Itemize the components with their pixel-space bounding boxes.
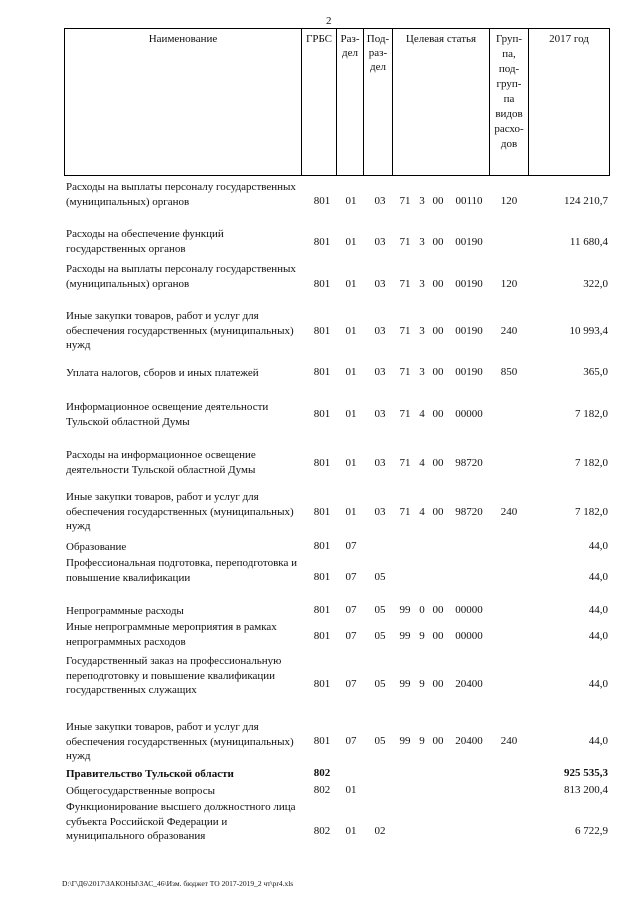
cell-grbs: 801 bbox=[313, 408, 331, 420]
row-name: Расходы на обеспечение функций государственных органов bbox=[66, 228, 224, 255]
cell-t3: 00 bbox=[432, 325, 444, 337]
row-name: Непрограммные расходы bbox=[66, 605, 184, 617]
row-name: Иные закупки товаров, работ и услуг для обеспечения государственных (муниципальных) нужд bbox=[66, 310, 294, 352]
cell-pr: 03 bbox=[374, 506, 386, 518]
cell-t1: 71 bbox=[399, 506, 411, 518]
table-row bbox=[64, 556, 610, 601]
cell-amount: 44,0 bbox=[588, 735, 608, 747]
cell-rz: 07 bbox=[345, 604, 357, 616]
cell-t3: 00 bbox=[432, 678, 444, 690]
cell-t2: 0 bbox=[419, 604, 425, 616]
cell-vr: 240 bbox=[500, 506, 518, 518]
cell-t1: 99 bbox=[399, 604, 411, 616]
row-name: Государственный заказ на профессиональную переподготовку и повышение квалификации государственных служащих bbox=[66, 655, 282, 697]
cell-t1: 71 bbox=[399, 457, 411, 469]
cell-t3: 00 bbox=[432, 457, 444, 469]
table-row bbox=[64, 654, 610, 714]
cell-t2: 4 bbox=[419, 408, 425, 420]
cell-amount: 6 722,9 bbox=[575, 825, 608, 837]
cell-grbs: 802 bbox=[313, 767, 331, 779]
cell-vr: 120 bbox=[500, 195, 518, 207]
row-name: Расходы на выплаты персоналу государственных (муниципальных) органов bbox=[66, 263, 296, 290]
cell-rz: 07 bbox=[345, 571, 357, 583]
cell-t3: 00 bbox=[432, 195, 444, 207]
row-name: Иные закупки товаров, работ и услуг для обеспечения государственных (муниципальных) нужд bbox=[66, 721, 294, 763]
cell-amount: 11 680,4 bbox=[569, 236, 608, 248]
cell-t3: 00 bbox=[432, 366, 444, 378]
cell-rz: 01 bbox=[345, 366, 357, 378]
cell-t3: 00 bbox=[432, 630, 444, 642]
cell-rz: 01 bbox=[345, 278, 357, 290]
cell-t4: 00190 bbox=[455, 325, 483, 337]
header-name: Наименование bbox=[64, 28, 302, 176]
cell-pr: 03 bbox=[374, 236, 386, 248]
cell-pr: 05 bbox=[374, 678, 386, 690]
row-name: Расходы на информационное освещение деятельности Тульской областной Думы bbox=[66, 449, 256, 476]
cell-amount: 44,0 bbox=[588, 630, 608, 642]
cell-rz: 07 bbox=[345, 540, 357, 552]
cell-amount: 44,0 bbox=[588, 571, 608, 583]
cell-pr: 02 bbox=[374, 825, 386, 837]
row-name: Уплата налогов, сборов и иных платежей bbox=[66, 367, 259, 379]
cell-grbs: 801 bbox=[313, 540, 331, 552]
cell-t2: 4 bbox=[419, 506, 425, 518]
row-name: Образование bbox=[66, 541, 127, 553]
cell-grbs: 801 bbox=[313, 735, 331, 747]
cell-grbs: 801 bbox=[313, 236, 331, 248]
cell-pr: 03 bbox=[374, 325, 386, 337]
cell-amount: 44,0 bbox=[588, 604, 608, 616]
cell-vr: 850 bbox=[500, 366, 518, 378]
cell-t4: 20400 bbox=[455, 735, 483, 747]
cell-pr: 03 bbox=[374, 195, 386, 207]
cell-grbs: 801 bbox=[313, 325, 331, 337]
cell-t3: 00 bbox=[432, 278, 444, 290]
header-target: Целевая статья bbox=[392, 28, 490, 176]
cell-t4: 00000 bbox=[455, 408, 483, 420]
cell-amount: 7 182,0 bbox=[575, 506, 608, 518]
cell-t2: 9 bbox=[419, 678, 425, 690]
cell-grbs: 802 bbox=[313, 784, 331, 796]
cell-rz: 01 bbox=[345, 506, 357, 518]
table-row bbox=[64, 227, 610, 257]
cell-grbs: 802 bbox=[313, 825, 331, 837]
cell-grbs: 801 bbox=[313, 457, 331, 469]
table-row bbox=[64, 784, 610, 799]
row-name: Функционирование высшего должностного лица субъекта Российской Федерации и муниципального образования bbox=[66, 801, 296, 843]
row-name: Иные закупки товаров, работ и услуг для обеспечения государственных (муниципальных) нужд bbox=[66, 491, 294, 533]
cell-t2: 3 bbox=[419, 325, 425, 337]
cell-pr: 03 bbox=[374, 457, 386, 469]
footer-file-path: D:\Г\Д6\2017\ЗАКОНЫ\ЗАС_46\Изм. бюджет ТО 2017-2019_2 чт\pr4.xls bbox=[62, 879, 294, 888]
cell-t3: 00 bbox=[432, 735, 444, 747]
row-name: Профессиональная подготовка, переподготовка и повышение квалификации bbox=[66, 557, 297, 584]
header-podrazdel: Под- раз- дел bbox=[363, 28, 393, 176]
cell-grbs: 801 bbox=[313, 195, 331, 207]
cell-rz: 01 bbox=[345, 195, 357, 207]
cell-t3: 00 bbox=[432, 604, 444, 616]
cell-rz: 01 bbox=[345, 236, 357, 248]
cell-t3: 00 bbox=[432, 236, 444, 248]
cell-pr: 03 bbox=[374, 278, 386, 290]
row-name: Информационное освещение деятельности Тульской областной Думы bbox=[66, 401, 269, 428]
cell-rz: 07 bbox=[345, 678, 357, 690]
cell-rz: 07 bbox=[345, 735, 357, 747]
row-name: Расходы на выплаты персоналу государственных (муниципальных) органов bbox=[66, 181, 296, 208]
cell-rz: 01 bbox=[345, 408, 357, 420]
table-row bbox=[64, 262, 610, 307]
cell-t2: 3 bbox=[419, 236, 425, 248]
cell-t1: 71 bbox=[399, 236, 411, 248]
cell-amount: 365,0 bbox=[583, 366, 608, 378]
cell-t1: 99 bbox=[399, 630, 411, 642]
table-row bbox=[64, 720, 610, 765]
table-row bbox=[64, 448, 610, 478]
cell-t1: 71 bbox=[399, 278, 411, 290]
cell-amount: 813 200,4 bbox=[564, 784, 608, 796]
cell-t4: 98720 bbox=[455, 457, 483, 469]
cell-amount: 7 182,0 bbox=[575, 457, 608, 469]
cell-amount: 7 182,0 bbox=[575, 408, 608, 420]
cell-t1: 71 bbox=[399, 366, 411, 378]
cell-pr: 05 bbox=[374, 735, 386, 747]
cell-t1: 99 bbox=[399, 735, 411, 747]
cell-grbs: 801 bbox=[313, 278, 331, 290]
table-row bbox=[64, 767, 610, 782]
table-row bbox=[64, 400, 610, 430]
cell-amount: 44,0 bbox=[588, 678, 608, 690]
cell-rz: 07 bbox=[345, 630, 357, 642]
cell-rz: 01 bbox=[345, 457, 357, 469]
cell-t2: 3 bbox=[419, 366, 425, 378]
header-razdel: Раз- дел bbox=[336, 28, 364, 176]
cell-t1: 71 bbox=[399, 325, 411, 337]
row-name: Общегосударственные вопросы bbox=[66, 785, 215, 797]
page-number: 2 bbox=[326, 15, 332, 27]
cell-t2: 3 bbox=[419, 195, 425, 207]
table-row bbox=[64, 490, 610, 535]
table-row bbox=[64, 309, 610, 354]
cell-t4: 98720 bbox=[455, 506, 483, 518]
cell-t2: 4 bbox=[419, 457, 425, 469]
cell-vr: 240 bbox=[500, 325, 518, 337]
cell-grbs: 801 bbox=[313, 506, 331, 518]
table-row bbox=[64, 540, 610, 555]
cell-vr: 120 bbox=[500, 278, 518, 290]
cell-amount: 925 535,3 bbox=[564, 767, 608, 779]
table-row bbox=[64, 620, 610, 650]
cell-t4: 00190 bbox=[455, 278, 483, 290]
cell-grbs: 801 bbox=[313, 678, 331, 690]
table-row bbox=[64, 800, 610, 860]
cell-t4: 00190 bbox=[455, 236, 483, 248]
cell-vr: 240 bbox=[500, 735, 518, 747]
cell-rz: 01 bbox=[345, 325, 357, 337]
cell-t3: 00 bbox=[432, 408, 444, 420]
cell-t4: 20400 bbox=[455, 678, 483, 690]
cell-pr: 05 bbox=[374, 571, 386, 583]
cell-grbs: 801 bbox=[313, 366, 331, 378]
cell-t1: 71 bbox=[399, 195, 411, 207]
row-name: Иные непрограммные мероприятия в рамках непрограммных расходов bbox=[66, 621, 277, 648]
cell-t4: 00000 bbox=[455, 604, 483, 616]
cell-t2: 9 bbox=[419, 735, 425, 747]
cell-amount: 10 993,4 bbox=[569, 325, 608, 337]
cell-pr: 03 bbox=[374, 366, 386, 378]
cell-t4: 00000 bbox=[455, 630, 483, 642]
cell-amount: 124 210,7 bbox=[564, 195, 608, 207]
table-row bbox=[64, 604, 610, 619]
header-group: Груп- па, под- груп- па видов расхо- дов bbox=[489, 28, 529, 176]
header-grbs: ГРБС bbox=[301, 28, 337, 176]
table-row bbox=[64, 366, 610, 382]
cell-t4: 00190 bbox=[455, 366, 483, 378]
row-name: Правительство Тульской области bbox=[66, 768, 234, 780]
cell-pr: 03 bbox=[374, 408, 386, 420]
cell-t2: 3 bbox=[419, 278, 425, 290]
cell-rz: 01 bbox=[345, 825, 357, 837]
cell-t1: 99 bbox=[399, 678, 411, 690]
cell-rz: 01 bbox=[345, 784, 357, 796]
cell-grbs: 801 bbox=[313, 630, 331, 642]
table-row bbox=[64, 180, 610, 225]
cell-pr: 05 bbox=[374, 630, 386, 642]
cell-amount: 44,0 bbox=[588, 540, 608, 552]
cell-amount: 322,0 bbox=[583, 278, 608, 290]
cell-grbs: 801 bbox=[313, 604, 331, 616]
cell-pr: 05 bbox=[374, 604, 386, 616]
cell-t4: 00110 bbox=[455, 195, 483, 207]
cell-t2: 9 bbox=[419, 630, 425, 642]
header-year: 2017 год bbox=[528, 28, 610, 176]
cell-grbs: 801 bbox=[313, 571, 331, 583]
cell-t1: 71 bbox=[399, 408, 411, 420]
cell-t3: 00 bbox=[432, 506, 444, 518]
